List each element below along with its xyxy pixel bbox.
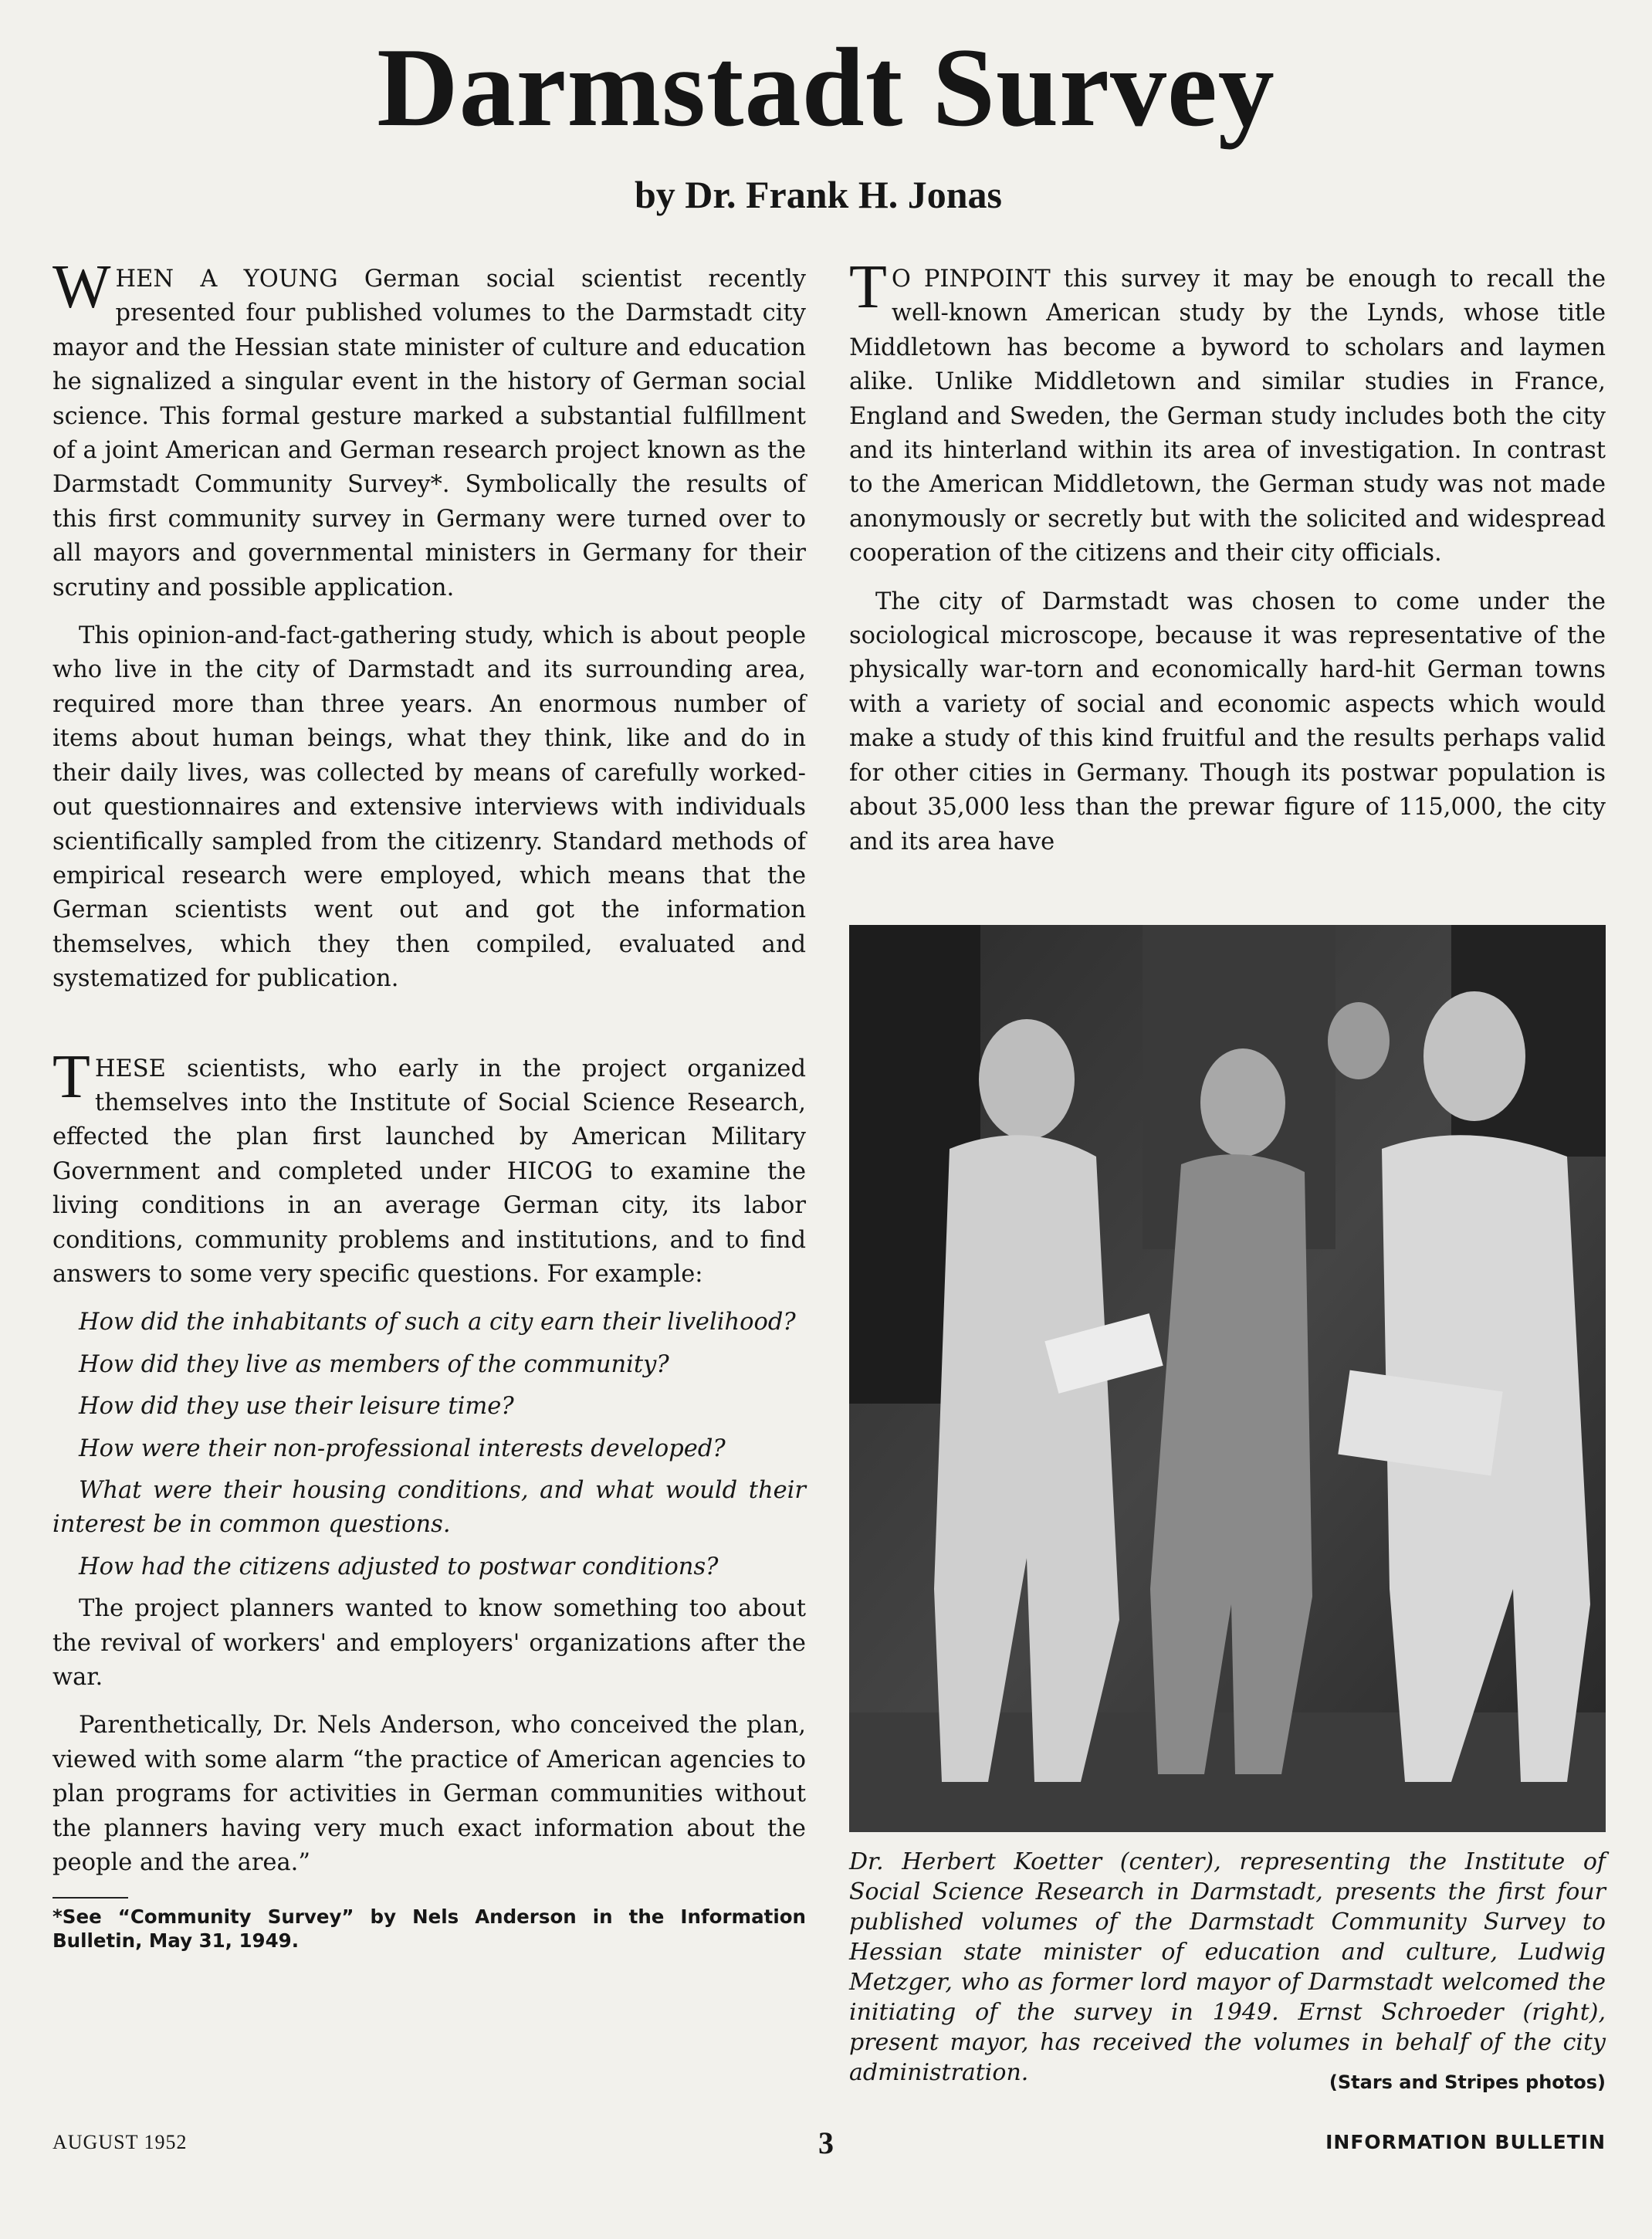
body-paragraph: Parenthetically, Dr. Nels Anderson, who conceived the plan, viewed with some alarm “the practice of American agencies to plan programs for activities in German communities without the planners having very much exact information about the people and the area.” (52, 1712, 806, 1877)
question-item: How did the inhabitants of such a city earn their livelihood? (79, 1309, 796, 1336)
left-column (52, 253, 806, 1966)
section-gap (52, 1011, 806, 1052)
photo-credit: (Stars and Stripes photos) (1329, 2071, 1606, 2093)
publication-name: INFORMATION BULLETIN (1325, 2131, 1606, 2153)
page-number: 3 (818, 2126, 834, 2160)
body-paragraph: The city of Darmstadt was chosen to come under the sociological microscope, because it was representative of the physically war-torn and economically hard-hit German towns with a variety of social and economic aspects which would make a study of this kind fruitful and the results perhaps valid for other cities in Germany. Though its postwar population is about 35,000 less than the prewar figure of 115,000, the city and its area have (849, 588, 1606, 855)
intro-paragraph: TO PINPOINT this survey it may be enough to recall the well-known American study by the Lynds, whose title Middletown has become a byword to scholars and laymen alike. Unlike Middletown and similar studies in France, England and Sweden, the German study includes both the city and its hinterland within its area of investigation. In contrast to the American Middletown, the German study was not made anonymously or secretly but with the solicited and widespread cooperation of the citizens and their city officials. (849, 253, 1606, 567)
photo (849, 925, 1606, 1832)
article-title: Darmstadt Survey (377, 25, 1275, 150)
question-item: How did they live as members of the community? (79, 1350, 669, 1378)
question-item: How did they use their leisure time? (79, 1393, 514, 1421)
body-paragraph: This opinion-and-fact-gathering study, which is about people who live in the city of Darmstadt and its surrounding area, required more than three years. An enormous number of items about human beings, what they think, like and do in their daily lives, was collected by means of carefully worked-out questionnaires and extensive interviews with individuals scientifically sampled from the citizenry. Standard methods of empirical research were employed, which means that the German scientists went out and got the information themselves, which they then compiled, evaluated and systematized for publication. (52, 622, 806, 993)
right-column (849, 253, 1606, 873)
issue-date: AUGUST 1952 (52, 2131, 188, 2153)
intro-paragraph: WHEN A YOUNG German social scientist recently presented four published volumes to the Darmstadt city mayor and the Hessian state minister of culture and education he signalized a singular event in the history of German social science. This formal gesture marked a substantial fulfillment of a joint American and German research project known as the Darmstadt Community Survey*. Symbolically the results of this first community survey in Germany were turned over to all mayors and governmental ministers in Germany for their scrutiny and possible application. (52, 253, 806, 601)
question-item: What were their housing conditions, and what would their interest be in common questions. (52, 1477, 806, 1539)
body-paragraph: The project planners wanted to know something too about the revival of workers' and employers' organizations after the war. (52, 1595, 806, 1692)
photo-illustration (849, 925, 1606, 1832)
question-item: How were their non-professional interests developed? (79, 1435, 726, 1462)
photo-caption: Dr. Herbert Koetter (center), representing the Institute of Social Science Research in Darmstadt, presents the first four published volumes of the Darmstadt Community Survey to Hessian state minister of education and culture, Ludwig Metzger, who as former lord mayor of Darmstadt welcomed the initiating of the survey in 1949. Ernst Schroeder (right), present mayor, has received the volumes in behalf of the city administration. (849, 1848, 1606, 2086)
section-paragraph: THESE scientists, who early in the project organized themselves into the Institute of Social Science Research, effected the plan first launched by American Military Government and completed under HICOG to examine the living conditions in an average German city, its labor conditions, community problems and institutions, and to find answers to some very specific questions. For example: (52, 1042, 806, 1288)
footnote-divider (52, 1897, 128, 1899)
footnote: *See “Community Survey” by Nels Anderson in the Information Bulletin, May 31, 1949. (52, 1905, 806, 1953)
question-item: How had the citizens adjusted to postwar conditions? (79, 1553, 719, 1580)
article-byline: by Dr. Frank H. Jonas (634, 173, 1003, 216)
